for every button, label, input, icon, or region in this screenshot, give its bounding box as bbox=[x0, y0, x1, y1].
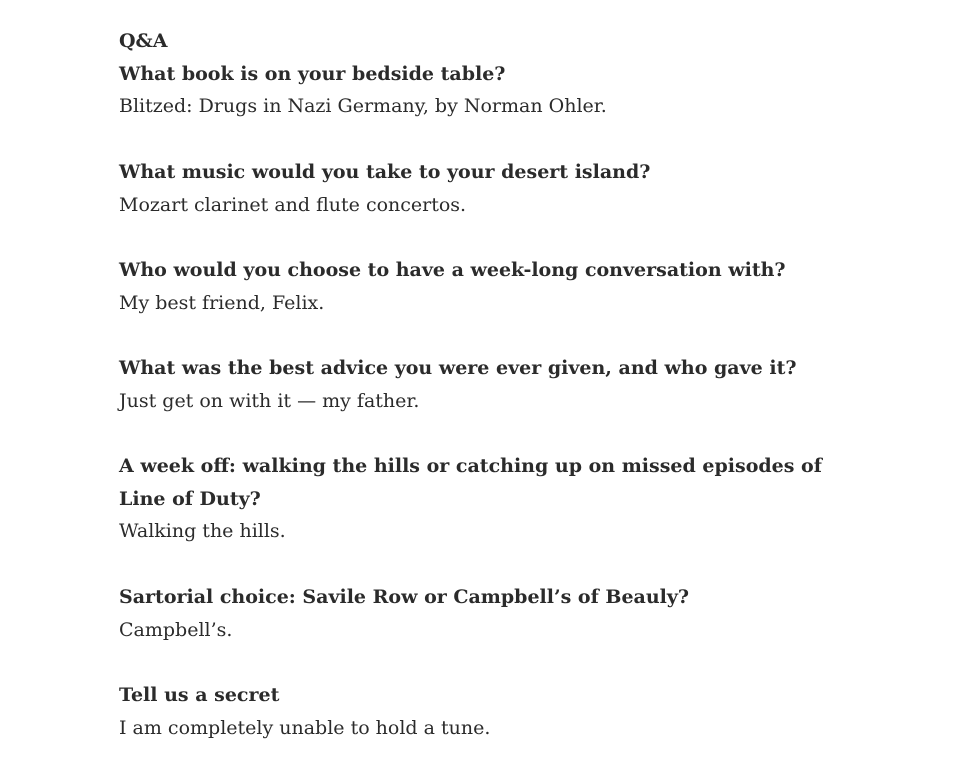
qa-article bbox=[119, 25, 839, 744]
question: What book is on your bedside table? bbox=[119, 62, 506, 85]
qa-item-secret bbox=[119, 679, 839, 744]
qa-item-best-advice bbox=[119, 352, 839, 417]
question: Sartorial choice: Savile Row or Campbell’s of Beauly? bbox=[119, 585, 690, 608]
qa-item-week-off bbox=[119, 450, 839, 548]
answer: Just get on with it — my father. bbox=[119, 389, 420, 412]
answer: My best friend, Felix. bbox=[119, 291, 325, 314]
answer: Walking the hills. bbox=[119, 520, 286, 543]
question: Tell us a secret bbox=[119, 683, 280, 706]
answer: Blitzed: Drugs in Nazi Germany, by Norman Ohler. bbox=[119, 95, 607, 118]
qa-item-bedside-book bbox=[119, 58, 839, 123]
answer: I am completely unable to hold a tune. bbox=[119, 716, 491, 739]
question: What was the best advice you were ever given, and who gave it? bbox=[119, 356, 797, 379]
question: A week off: walking the hills or catching up on missed episodes of Line of Duty? bbox=[119, 455, 822, 510]
answer: Mozart clarinet and flute concertos. bbox=[119, 193, 467, 216]
question: What music would you take to your desert island? bbox=[119, 160, 651, 183]
section-heading: Q&A bbox=[119, 30, 168, 52]
qa-item-conversation bbox=[119, 254, 839, 319]
question: Who would you choose to have a week-long conversation with? bbox=[119, 258, 786, 281]
qa-item-sartorial-choice bbox=[119, 581, 839, 646]
answer: Campbell’s. bbox=[119, 618, 233, 641]
qa-item-desert-island-music bbox=[119, 156, 839, 221]
